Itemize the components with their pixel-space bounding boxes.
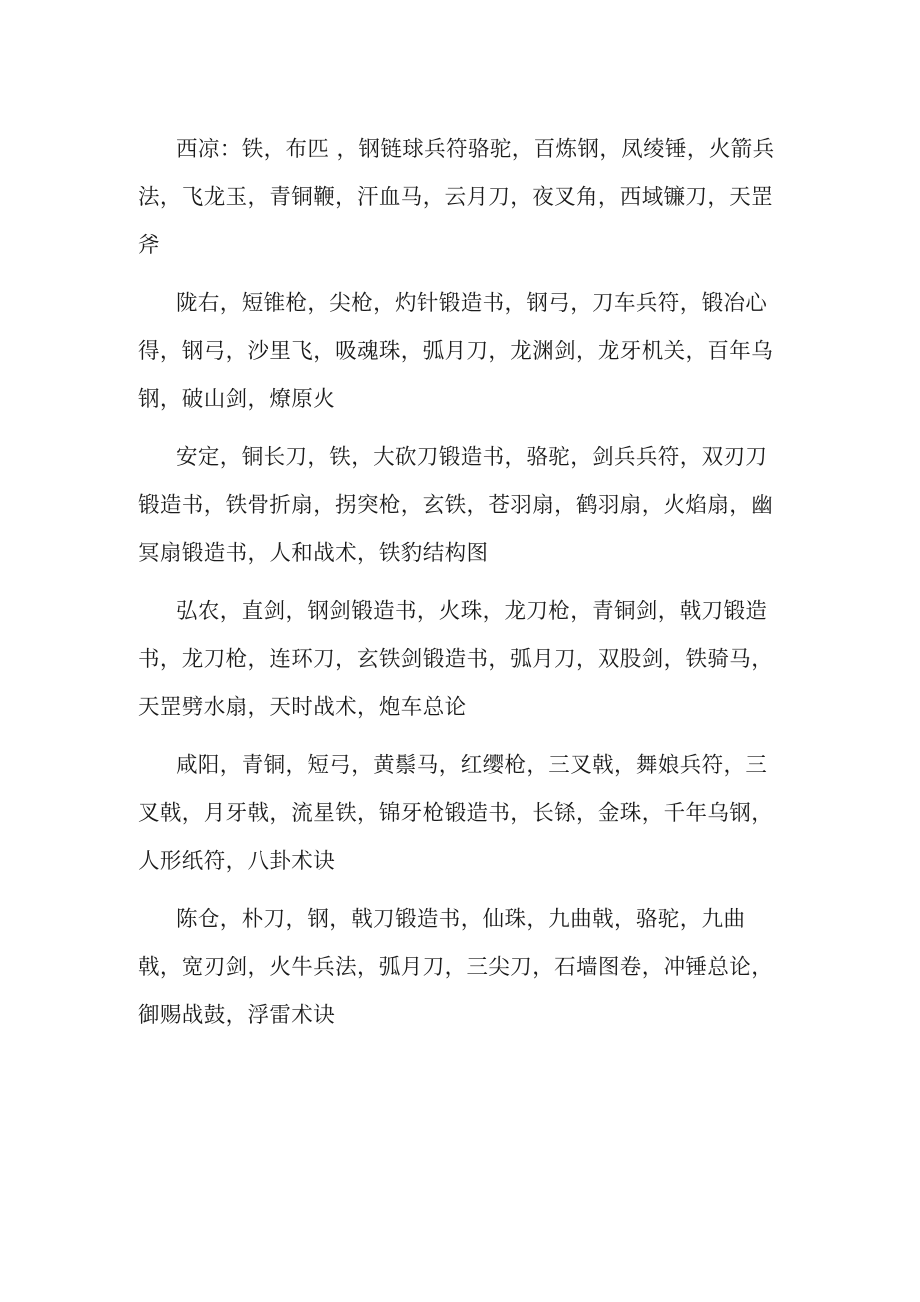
- paragraph-longyou: 陇右，短锥枪，尖枪，灼针锻造书，钢弓，刀车兵符，锻冶心得，钢弓，沙里飞，吸魂珠，弧月刀，龙渊剑，龙牙机关，百年乌钢，破山剑，燎原火: [138, 291, 774, 412]
- paragraph-xianyang: 咸阳，青铜，短弓，黄鬃马，红缨枪，三叉戟，舞娘兵符，三叉戟，月牙戟，流星铁，锦牙枪锻造书，长铩，金珠，千年乌钢，人形纸符，八卦术诀: [138, 753, 774, 874]
- paragraph-xiliang: 西凉：铁，布匹 ，钢链球兵符骆驼，百炼钢，凤绫锤，火箭兵法，飞龙玉，青铜鞭，汗血马，云月刀，夜叉角，西域镰刀，天罡斧: [138, 137, 775, 258]
- paragraph-anding: 安定，铜长刀，铁，大砍刀锻造书，骆驼，剑兵兵符，双刃刀锻造书，铁骨折扇，拐突枪，玄铁，苍羽扇，鹤羽扇，火焰扇，幽冥扇锻造书，人和战术，铁豹结构图: [138, 445, 774, 566]
- paragraph-chencang: 陈仓，朴刀，钢，戟刀锻造书，仙珠，九曲戟，骆驼，九曲戟，宽刃剑，火牛兵法，弧月刀，三尖刀，石墙图卷，冲锤总论，御赐战鼓，浮雷术诀: [138, 907, 774, 1028]
- paragraph-hongnong: 弘农，直剑，钢剑锻造书，火珠，龙刀枪，青铜剑，戟刀锻造书，龙刀枪，连环刀，玄铁剑锻造书，弧月刀，双股剑，铁骑马，天罡劈水扇，天时战术，炮车总论: [138, 599, 774, 720]
- document-body: [138, 126, 778, 1050]
